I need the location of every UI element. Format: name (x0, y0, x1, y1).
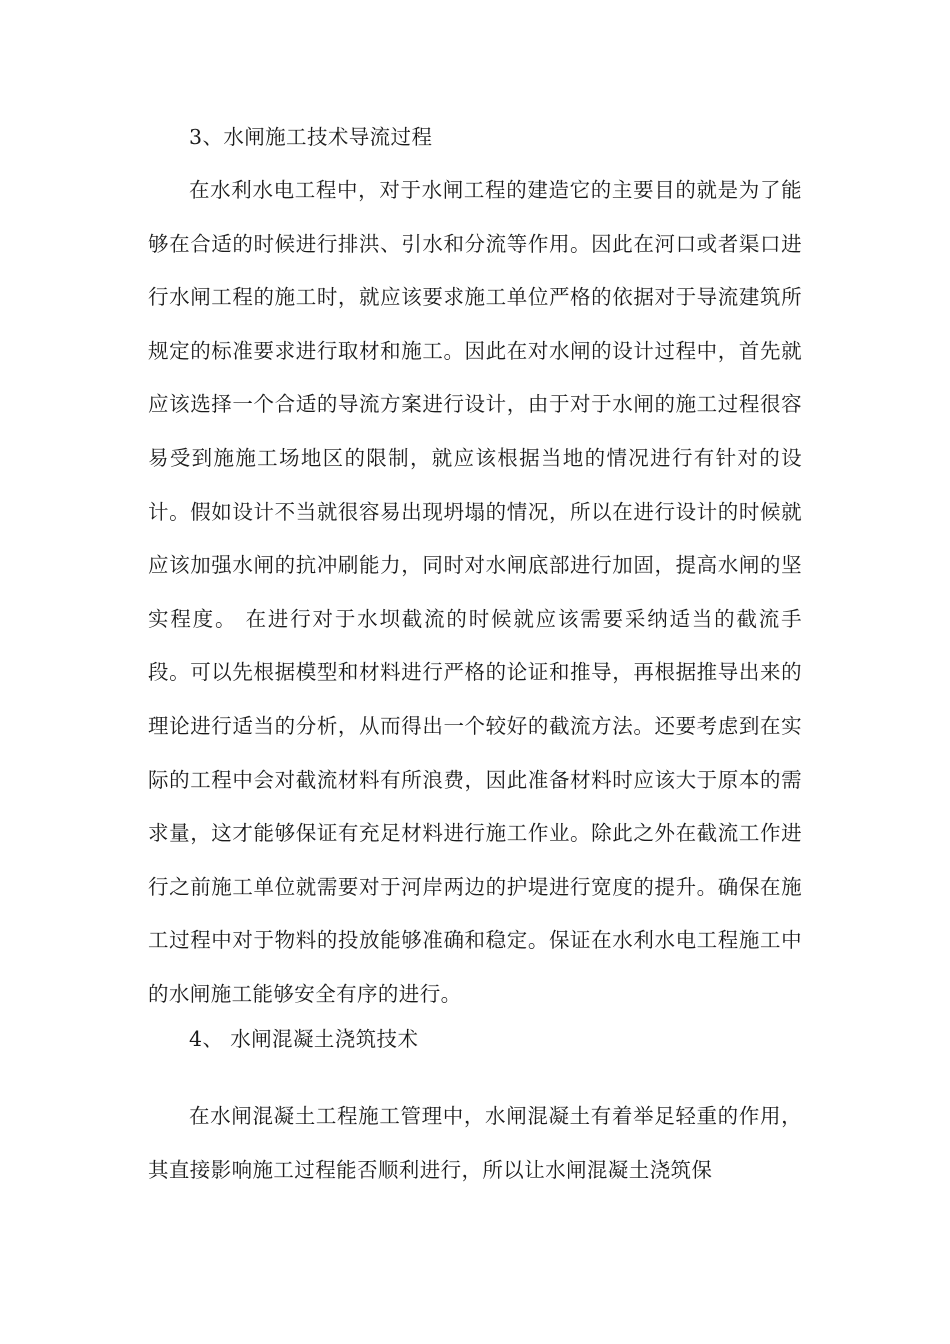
section-3-paragraph: 在水利水电工程中，对于水闸工程的建造它的主要目的就是为了能够在合适的时候进行排洪、引水和分流等作用。因此在河口或者渠口进行水闸工程的施工时，就应该要求施工单位严格的依据对于导流建筑所规定的标准要求进行取材和施工。因此在对水闸的设计过程中，首先就应该选择一个合适的导流方案进行设计，由于对于水闸的施工过程很容易受到施施工场地区的限制，就应该根据当地的情况进行有针对的设计。假如设计不当就很容易出现坍塌的情况，所以在进行设计的时候就应该加强水闸的抗冲刷能力，同时对水闸底部进行加固，提高水闸的坚实程度。 在进行对于水坝截流的时候就应该需要采纳适当的截流手段。可以先根据模型和材料进行严格的论证和推导，再根据推导出来的理论进行适当的分析，从而得出一个较好的截流方法。还要考虑到在实际的工程中会对截流材料有所浪费，因此准备材料时应该大于原本的需求量，这才能够保证有充足材料进行施工作业。除此之外在截流工作进行之前施工单位就需要对于河岸两边的护堤进行宽度的提升。确保在施工过程中对于物料的投放能够准确和稳定。保证在水利水电工程施工中的水闸施工能够安全有序的进行。 (148, 178, 802, 1006)
section-4-paragraph: 在水闸混凝土工程施工管理中，水闸混凝土有着举足轻重的作用，其直接影响施工过程能否顺利进行，所以让水闸混凝土浇筑保 (148, 1104, 802, 1182)
section-4-heading: 4、 水闸混凝土浇筑技术 (189, 1027, 419, 1051)
section-3-heading: 3、水闸施工技术导流过程 (189, 125, 433, 149)
